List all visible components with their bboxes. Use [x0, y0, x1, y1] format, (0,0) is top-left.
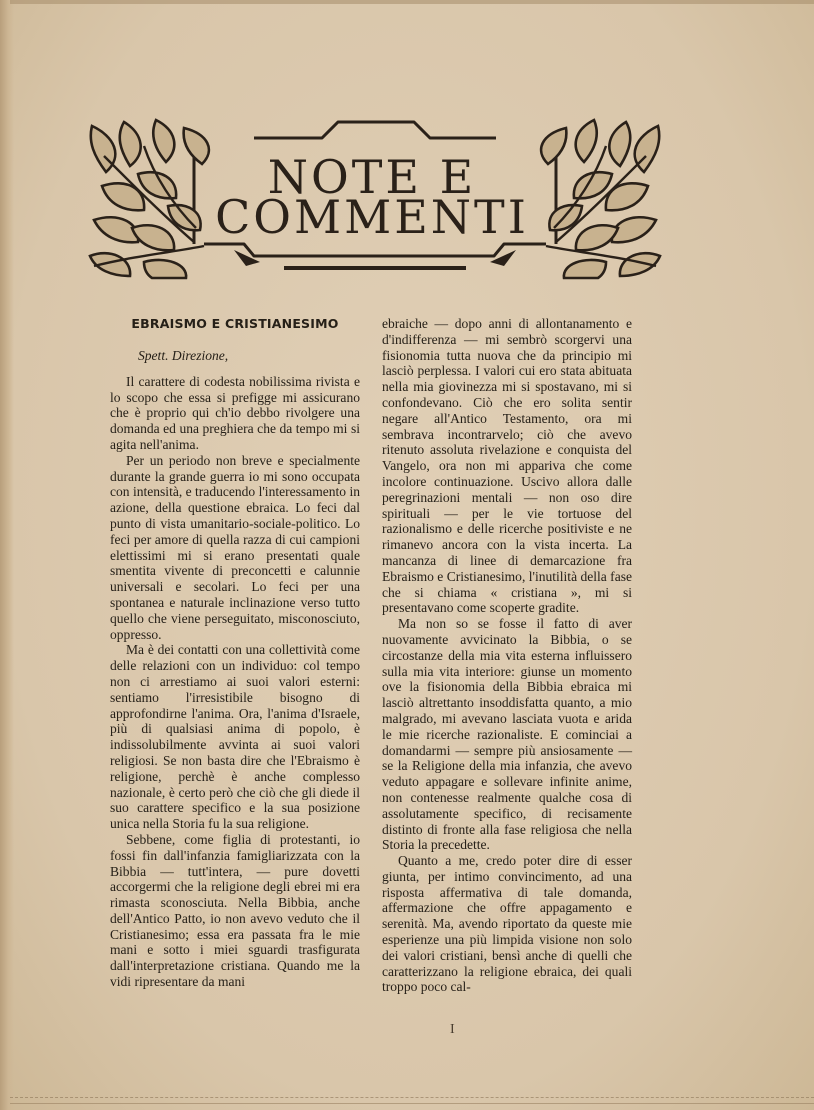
left-paragraph-2: Per un periodo non breve e specialmente durante la grande guerra io mi sono occupata con intensità, e traducendo l'interessamento in azione, della questione ebraica. Lo feci dal punto di vista umanitario-sociale-politico. Lo feci per amore di quella razza di cui campioni elettissimi mi si erano presentati quale smentita vivente di preconcetti e calunnie universali e secolari. Lo feci per una spontanea e naturale inclinazione verso tutto quello che viene perseguitato, misconosciuto, oppresso. — [110, 452, 360, 642]
left-paragraph-4: Sebbene, come figlia di protestanti, io fossi fin dall'infanzia famigliarizzata con la Bibbia — tutt'intera, — pure dovetti accorgermi che la religione degli ebrei mi era rimasta sconosciuta. Nella Bibbia, anche dell'Antico Patto, io non avevo veduto che il Cristianesimo; essa era passata fra le mie mani e sotto i miei sguardi trasfigurata dall'interpretazione cristiana. Quando me la vidi ripresentare da mani — [110, 831, 360, 990]
right-paragraph-3: Quanto a me, credo poter dire di esser giunta, per intimo convincimento, ad una risposta affermativa di tale domanda, affermazione che offre appagamento e serenità. Ma, avendo riportato da queste mie esperienze una più limpida visione non solo dei valori cristiani, bensì anche di quelli che caratterizzano la religione ebraica, dei quali troppo poco cal- — [382, 853, 632, 995]
section-title-line-2: COMMENTI — [215, 190, 529, 244]
right-paragraph-1: ebraiche — dopo anni di allontanamento e d'indifferenza — mi sembrò scorgervi una fisionomia tutta nuova che da principio mi lasciò perplessa. I valori cui ero stata abituata nella mia giovinezza mi si spostavano, mi si confondevano. Ciò che ero solita sentir negare all'Antico Testamento, ora mi sembrava incontrarvelo; ciò che avevo ritenuto assoluta rivelazione e conquista del Vangelo, ora non mi appariva che come incolore continuazione. Uscivo allora dalle peregrinazioni mentali — non oso dire spirituali — per le vie tortuose del razionalismo e delle ricerche positiviste e ne rimanevo ancora con la vista incerta. La mancanza di linee di demarcazione fra Ebraismo e Cristianesimo, l'inutilità della fase che si chiama « cristiana », mi si presentavano come scoperte gradite. — [382, 316, 632, 616]
left-paragraph-3: Ma è dei contatti con una collettività come delle relazioni con un individuo: col tempo non ci arrestiamo ai suoi valori esterni: sentiamo l'irresistibile bisogno di approfondirne l'anima. Ora, l'anima d'Israele, più di qualsiasi anima di popolo, è indissolubilmente avvinta ai suoi valori religiosi. Se non basta dire che l'Ebraismo è religione, perchè è anche complesso nazionale, è certo però che ciò che gli diede il suo carattere specifico e la sua posizione unica nella Storia fu la sua religione. — [110, 642, 360, 832]
section-title-line-1: NOTE E — [267, 150, 477, 204]
right-paragraph-2: Ma non so se fosse il fatto di aver nuovamente avvicinato la Bibbia, o se circostanze della mia vita esterna influissero sulla mia vita interiore: giunse un momento ove la fisionomia della Bibbia ebraica mi lasciò altrettanto insoddisfatta quanto, a mio malgrado, mi avevano lasciata vuota e arida le mie ricerche razionaliste. E cominciai a domandarmi — sempre più ansiosamente — se la Religione della mia infanzia, che avevo veduto appagare e sollevare infinite anime, non contenesse realmente qualche cosa di assolutamente specifico, di recisamente distinto di fronte alla fase religiosa che nella Storia la precedette. — [382, 616, 632, 853]
left-column — [110, 316, 360, 990]
article-title: EBRAISMO E CRISTIANESIMO — [131, 316, 339, 331]
left-paragraph-1: Il carattere di codesta nobilissima rivista e lo scopo che essa si prefigge mi assicurano che è proprio qui ch'io debbo rivolgere una domanda ed una preghiera che da tempo mi si agita nell'anima. — [110, 373, 360, 452]
salutation: Spett. Direzione, — [138, 348, 229, 363]
right-column — [382, 316, 632, 995]
signature-mark: I — [450, 1022, 455, 1037]
page-bottom-edge — [10, 1097, 814, 1104]
page-top-edge — [10, 0, 814, 4]
